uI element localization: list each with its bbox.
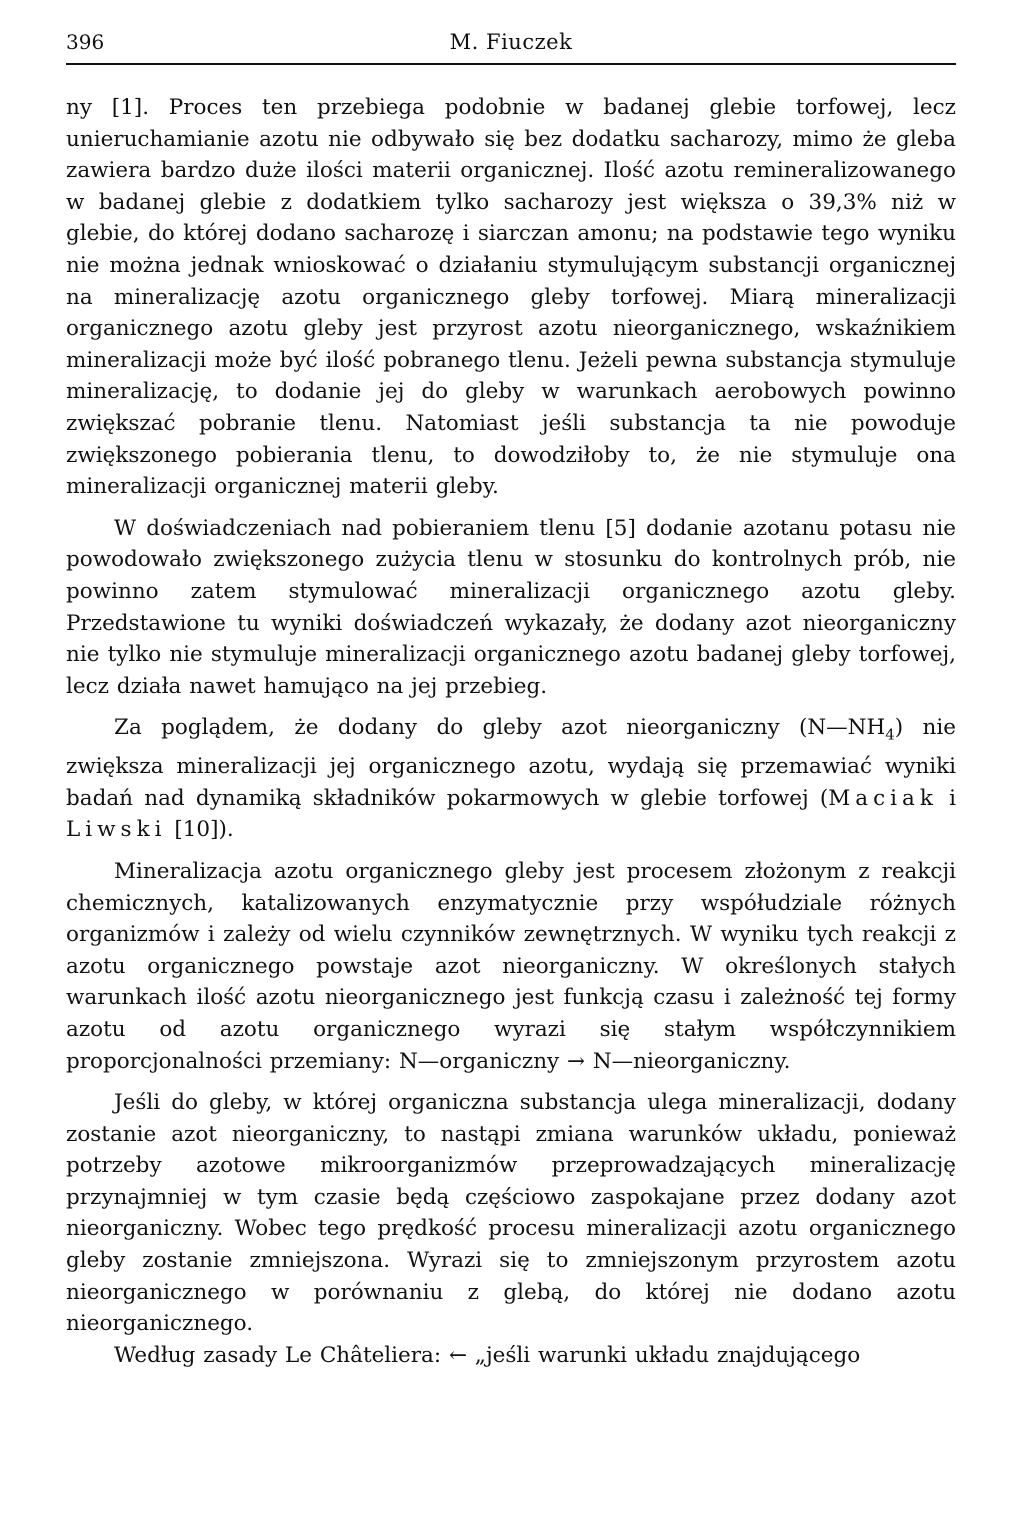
paragraph-3-text-cont: ) nie zwiększa mineralizacji jej organicznego azotu, wydają się przemawiać wyniki badań nad dynamiką składników pokarmowych w glebie torfowej (: [66, 715, 956, 811]
paragraph-3-text: Za poglądem, że dodany do gleby azot nieorganiczny (N—NH: [114, 715, 886, 741]
subscript-4: 4: [885, 725, 895, 744]
header-rule: [66, 63, 956, 65]
author-maciak: Maciak: [828, 785, 938, 811]
citation: [10]).: [166, 817, 234, 843]
paragraph-4: Mineralizacja azotu organicznego gleby jest procesem złożonym z reakcji chemicznych, katalizowanych enzymatycznie przy współudziale różnych organizmów i zależy od wielu czynników zewnętrznych. W wyniku tych reakcji z azotu organicznego powstaje azot nieorganiczny. W określonych stałych warunkach ilość azotu nieorganicznego jest funkcją czasu i zależność tej formy azotu od azotu organicznego wyrazi się stałym współczynnikiem proporcjonalności przemiany: N—organiczny → N—nieorganiczny.: [66, 858, 956, 1074]
page-header: [66, 30, 956, 60]
paragraph-5: Jeśli do gleby, w której organiczna substancja ulega mineralizacji, dodany zostanie azot nieorganiczny, to nastąpi zmiana warunków układu, ponieważ potrzeby azotowe mikroorganizmów przeprowadzających mineralizację przynajmniej w tym czasie będą częściowo zaspokajane przez dodany azot nieorganiczny. Wobec tego prędkość procesu mineralizacji azotu organicznego gleby zostanie zmniejszona. Wyrazi się to zmniejszonym przyrostem azotu nieorganicznego w porównaniu z glebą, do której nie dodano azotu nieorganicznego.: [66, 1090, 956, 1337]
paragraph-2: W doświadczeniach nad pobieraniem tlenu [5] dodanie azotanu potasu nie powodowało zwiększonego zużycia tlenu w stosunku do kontrolnych prób, nie powinno zatem stymulować mineralizacji organicznego azotu gleby. Przedstawione tu wyniki doświadczeń wykazały, że dodany azot nieorganiczny nie tylko nie stymuluje mineralizacji organicznego azotu badanej gleby torfowej, lecz działa nawet hamująco na jej przebieg.: [66, 515, 956, 699]
paragraph-1: ny [1]. Proces ten przebiega podobnie w badanej glebie torfowej, lecz unieruchamianie azotu nie odbywało się bez dodatku sacharozy, mimo że gleba zawiera bardzo duże ilości materii organicznej. Ilość azotu remineralizowanego w badanej glebie z dodatkiem tylko sacharozy jest większa o 39,3% niż w glebie, do której dodano sacharozę i siarczan amonu; na podstawie tego wyniku nie można jednak wnioskować o działaniu stymulującym substancji organicznej na mineralizację azotu organicznego gleby torfowej. Miarą mineralizacji organicznego azotu gleby jest przyrost azotu nieorganicznego, wskaźnikiem mineralizacji może być ilość pobranego tlenu. Jeżeli pewna substancja stymuluje mineralizację, to dodanie jej do gleby w warunkach aerobowych powinno zwiększać pobranie tlenu. Natomiast jeśli substancja ta nie powoduje zwiększonego pobierania tlenu, to dowodziłoby to, że nie stymuluje ona mineralizacji organicznej materii gleby.: [66, 95, 956, 500]
paragraph-3: [66, 712, 956, 846]
author-liwski: Liwski: [66, 817, 167, 843]
conjunction: i: [937, 785, 956, 811]
page-number: 396: [66, 30, 105, 54]
running-head-author: M. Fiuczek: [449, 30, 573, 54]
body-text: [66, 92, 956, 1371]
paragraph-6: Według zasady Le Châteliera: ← „jeśli warunki układu znajdującego: [114, 1342, 861, 1368]
